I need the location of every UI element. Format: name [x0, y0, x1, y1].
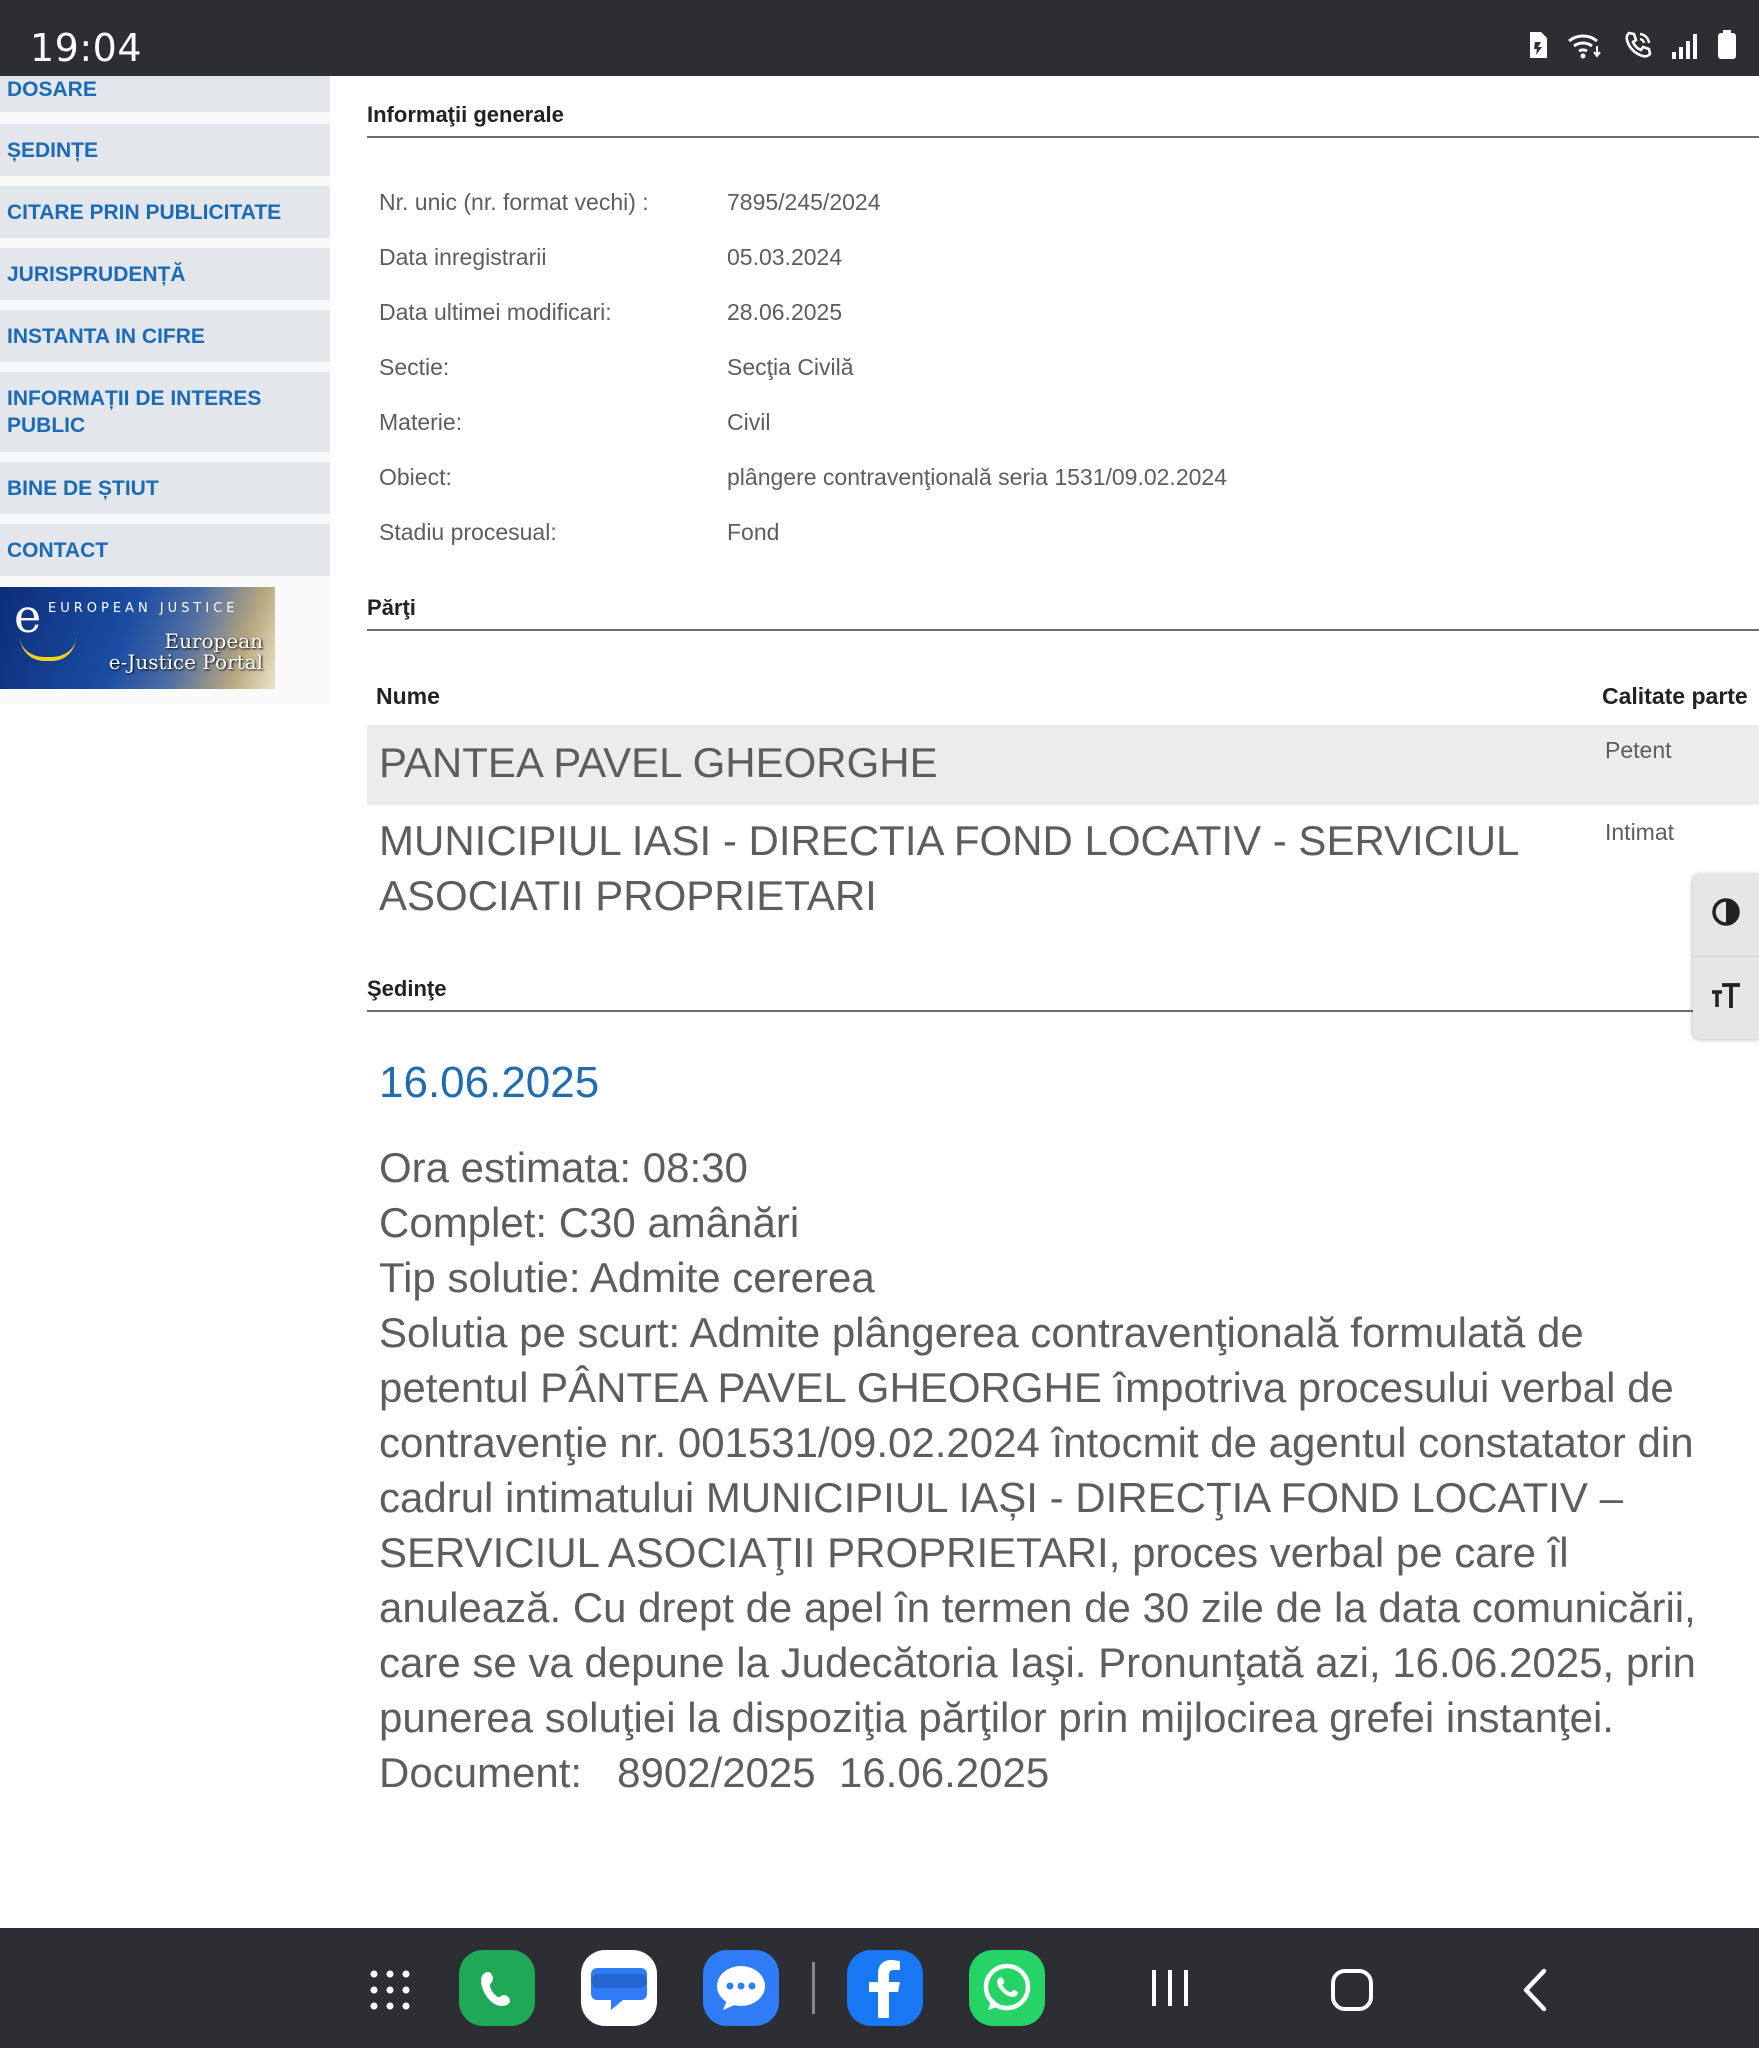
sidebar-item-label: CONTACT — [7, 538, 109, 562]
hearing-date: 16.06.2025 — [379, 1058, 600, 1107]
ejustice-line1: European — [164, 629, 263, 653]
ejustice-logo-text: EUROPEAN JUSTICE — [48, 601, 239, 616]
wifi-calling-icon — [1567, 32, 1605, 65]
table-row — [367, 805, 1759, 935]
info-value: 05.03.2024 — [727, 244, 843, 270]
party-role: Petent — [1605, 737, 1672, 763]
sidebar-item-informatii-publice[interactable] — [0, 372, 330, 452]
system-navigation-bar — [0, 1928, 1759, 2048]
info-label: Data ultimei modificari: — [379, 299, 612, 325]
column-header-name: Nume — [376, 683, 440, 709]
recents-icon[interactable] — [1148, 1968, 1192, 2013]
hearing-time: Ora estimata: 08:30 — [379, 1144, 748, 1191]
back-icon[interactable] — [1520, 1968, 1550, 2017]
sidebar-item-jurisprudenta[interactable] — [0, 248, 330, 300]
table-row — [367, 725, 1759, 805]
ejustice-portal-banner[interactable] — [0, 587, 275, 689]
hearing-details — [379, 1140, 1739, 1800]
sim-icon — [1527, 30, 1549, 65]
info-label: Obiect: — [379, 464, 452, 490]
sidebar-item-instanta-in-cifre[interactable] — [0, 310, 330, 362]
app-drawer-icon[interactable] — [368, 1968, 412, 2017]
sidebar-item-sedinte[interactable] — [0, 124, 330, 176]
hearing-document: Document: 8902/2025 16.06.2025 — [379, 1749, 1050, 1796]
info-label: Sectie: — [379, 354, 450, 380]
info-value: 28.06.2025 — [727, 299, 843, 325]
sidebar-item-bine-de-stiut[interactable] — [0, 462, 330, 514]
info-value: Civil — [727, 409, 771, 435]
battery-icon — [1717, 30, 1737, 65]
text-size-button[interactable] — [1693, 956, 1759, 1040]
sidebar-item-label: JURISPRUDENȚĂ — [7, 262, 186, 286]
sidebar-item-dosare[interactable] — [0, 76, 330, 112]
info-label: Materie: — [379, 409, 463, 435]
facebook-app-icon[interactable] — [847, 1950, 923, 2026]
sidebar-item-label: INFORMAȚII DE INTERES PUBLIC — [7, 387, 262, 437]
hearing-solution-summary: Solutia pe scurt: Admite plângerea contravenţională formulată de petentul PÂNTEA PAVEL GHEORGHE împotriva procesului verbal de contravenţie nr. 001531/09.02.2024 întocmit de agentul constatator din cadrul intimatului MUNICIPIUL IAȘI - DIRECŢIA FOND LOCATIV – SERVICIUL ASOCIAŢII PROPRIETARI, proces verbal pe care îl anulează. Cu drept de apel în termen de 30 zile de la data comunicării, care se va depune la Judecătoria Iaşi. Pronunţată azi, 16.06.2025, prin punerea soluţiei la dispoziţia părţilor prin mijlocirea grefei instanţei. — [379, 1309, 1696, 1741]
ejustice-portal-label — [109, 631, 263, 673]
ejustice-line2: e-Justice Portal — [108, 650, 263, 674]
sidebar-item-citare[interactable] — [0, 186, 330, 238]
status-icons — [1527, 30, 1737, 65]
home-icon[interactable] — [1330, 1968, 1374, 2017]
text-size-icon — [1710, 980, 1742, 1017]
info-value: plângere contravenţională seria 1531/09.02.2024 — [727, 464, 1227, 490]
info-label: Data inregistrarii — [379, 244, 547, 270]
sidebar-item-label: INSTANTA IN CIFRE — [7, 324, 205, 348]
sidebar-item-label: CITARE PRIN PUBLICITATE — [7, 200, 282, 224]
accessibility-toolbar — [1693, 873, 1759, 1039]
messages-app-icon[interactable] — [581, 1950, 657, 2026]
section-title-parties: Părţi — [367, 595, 1759, 631]
info-value: Fond — [727, 519, 780, 545]
sidebar-item-contact[interactable] — [0, 524, 330, 576]
party-name: MUNICIPIUL IASI - DIRECTIA FOND LOCATIV - SERVICIUL ASOCIATII PROPRIETARI — [379, 817, 1518, 919]
sidebar-menu — [0, 76, 330, 704]
section-title-general-info: Informaţii generale — [367, 102, 1759, 138]
phone-app-icon[interactable] — [459, 1950, 535, 2026]
info-label: Stadiu procesual: — [379, 519, 557, 545]
whatsapp-app-icon[interactable] — [969, 1950, 1045, 2026]
party-name: PANTEA PAVEL GHEORGHE — [379, 739, 938, 786]
sidebar-item-label: ȘEDINȚE — [7, 138, 99, 162]
dock-divider — [812, 1962, 815, 2014]
status-bar — [0, 0, 1759, 76]
ejustice-logo-letter: e — [14, 589, 42, 643]
column-header-role: Calitate parte — [1602, 683, 1748, 709]
contrast-button[interactable] — [1693, 873, 1759, 956]
chat-app-icon[interactable] — [703, 1950, 779, 2026]
sidebar-item-label: BINE DE ȘTIUT — [7, 476, 159, 500]
status-time: 19:04 — [30, 26, 143, 70]
section-title-hearings: Şedinţe — [367, 976, 1693, 1012]
signal-icon — [1671, 32, 1699, 65]
info-value: Secţia Civilă — [727, 354, 854, 380]
info-label: Nr. unic (nr. format vechi) : — [379, 189, 649, 215]
party-role: Intimat — [1605, 819, 1675, 845]
hearing-panel: Complet: C30 amânări — [379, 1199, 800, 1246]
scale-icon — [20, 637, 76, 661]
hearing-solution-type: Tip solutie: Admite cererea — [379, 1254, 875, 1301]
info-value: 7895/245/2024 — [727, 189, 881, 215]
sidebar-item-label: DOSARE — [7, 78, 97, 101]
contrast-icon — [1710, 896, 1742, 933]
call-icon — [1623, 30, 1653, 65]
